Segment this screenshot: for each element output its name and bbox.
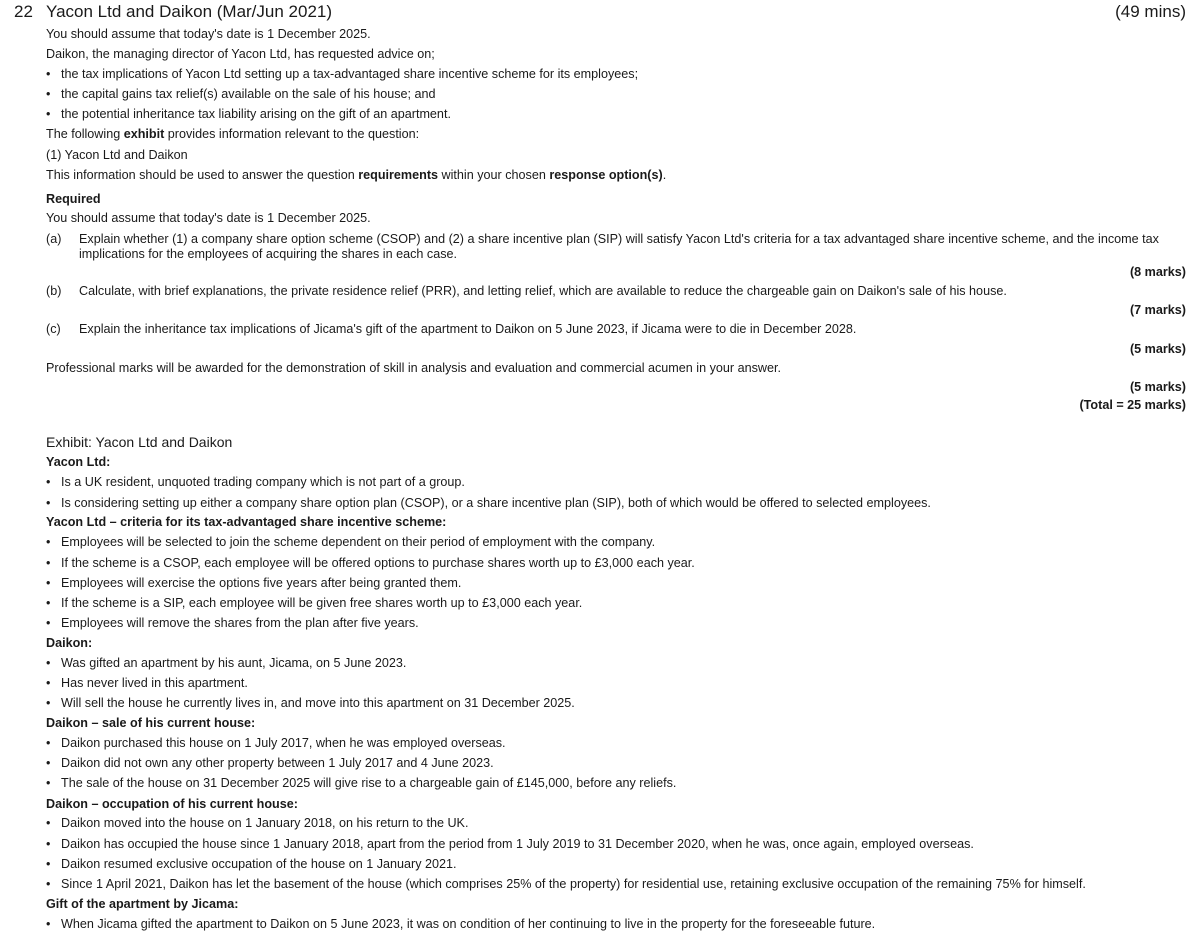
exhibit-bullet: Daikon moved into the house on 1 January 2018, on his return to the UK.	[61, 816, 469, 830]
professional-marks: (5 marks)	[1129, 380, 1186, 394]
required-date-line: You should assume that today's date is 1 December 2025.	[46, 211, 371, 225]
exhibit-bullet: Will sell the house he currently lives in, and move into this apartment on 31 December 2025.	[61, 696, 575, 710]
exhibit-bullet: Daikon has occupied the house since 1 January 2018, apart from the period from 1 July 2019 to 31 December 2020, when he was, once again, employed overseas.	[61, 837, 974, 851]
exhibit-section-heading: Daikon – occupation of his current house:	[46, 797, 298, 811]
exhibit-section-heading: Yacon Ltd – criteria for its tax-advantaged share incentive scheme:	[46, 515, 447, 529]
exhibit-bullet: Is considering setting up either a company share option plan (CSOP), or a share incentive plan (SIP), both of which would be offered to selected employees.	[61, 496, 931, 510]
bullet-dot: •	[46, 616, 51, 630]
bullet-dot: •	[46, 756, 51, 770]
intro-bullet: the tax implications of Yacon Ltd setting up a tax-advantaged share incentive scheme for its employees;	[61, 67, 639, 81]
requirement-a	[46, 232, 1186, 264]
exhibit-bullet: Was gifted an apartment by his aunt, Jicama, on 5 June 2023.	[61, 656, 407, 670]
exhibit-section-heading: Daikon – sale of his current house:	[46, 716, 256, 730]
question-header	[14, 2, 1186, 24]
exhibit-section-heading: Yacon Ltd:	[46, 455, 111, 469]
question-number: 22	[14, 2, 33, 21]
intro-bullet: the capital gains tax relief(s) available on the sale of his house; and	[61, 87, 436, 101]
intro-advice-line: Daikon, the managing director of Yacon Ltd, has requested advice on;	[46, 47, 435, 61]
exhibit-bullet: Is a UK resident, unquoted trading company which is not part of a group.	[61, 475, 465, 489]
requirement-marks: (8 marks)	[1129, 265, 1186, 279]
bullet-dot: •	[46, 776, 51, 790]
exhibit-bullet: Employees will be selected to join the scheme dependent on their period of employment with the company.	[61, 535, 656, 549]
exhibit-section-heading: Gift of the apartment by Jicama:	[46, 897, 239, 911]
bullet-dot: •	[46, 107, 51, 121]
bullet-dot: •	[46, 917, 51, 931]
bullet-dot: •	[46, 87, 51, 101]
intro-date-line: You should assume that today's date is 1 December 2025.	[46, 27, 371, 41]
intro-bullet: the potential inheritance tax liability arising on the gift of an apartment.	[61, 107, 451, 121]
bullet-dot: •	[46, 475, 51, 489]
professional-marks-line: Professional marks will be awarded for the demonstration of skill in analysis and evaluation and commercial acumen in your answer.	[46, 361, 781, 375]
requirement-text: Explain the inheritance tax implications of Jicama's gift of the apartment to Daikon on 5 June 2023, if Jicama were to die in December 2028.	[79, 322, 857, 336]
exhibit-section-heading: Daikon:	[46, 636, 93, 650]
requirement-letter: (b)	[46, 284, 62, 298]
bullet-dot: •	[46, 576, 51, 590]
required-heading: Required	[46, 192, 101, 206]
requirement-c	[46, 322, 1186, 338]
bullet-dot: •	[46, 676, 51, 690]
bullet-dot: •	[46, 877, 51, 891]
exhibit-bullet: Since 1 April 2021, Daikon has let the basement of the house (which comprises 25% of the property) for residential use, retaining exclusive occupation of the remaining 75% for himself.	[61, 877, 1086, 891]
exhibit-bullet: If the scheme is a CSOP, each employee will be offered options to purchase shares worth up to £3,000 each year.	[61, 556, 695, 570]
exhibit-bullet: The sale of the house on 31 December 2025 will give rise to a chargeable gain of £145,000, before any reliefs.	[61, 776, 677, 790]
exhibit-bullet: Employees will remove the shares from the plan after five years.	[61, 616, 419, 630]
exhibit-bullet: If the scheme is a SIP, each employee will be given free shares worth up to £3,000 each year.	[61, 596, 583, 610]
exhibit-bullet: Daikon did not own any other property between 1 July 2017 and 4 June 2023.	[61, 756, 494, 770]
exhibit-list-item: (1) Yacon Ltd and Daikon	[46, 148, 188, 162]
info-line: This information should be used to answer the question requirements within your chosen response option(s).	[46, 168, 667, 182]
bullet-dot: •	[46, 736, 51, 750]
requirement-text: Explain whether (1) a company share option scheme (CSOP) and (2) a share incentive plan (SIP) will satisfy Yacon Ltd's criteria for a tax advantaged share incentive scheme, and the income tax implications for the employees of acquiring the shares in each case.	[79, 232, 1159, 261]
bullet-dot: •	[46, 656, 51, 670]
requirement-text: Calculate, with brief explanations, the private residence relief (PRR), and letting relief, which are available to reduce the chargeable gain on Daikon's sale of his house.	[79, 284, 1007, 298]
exhibit-bullet: When Jicama gifted the apartment to Daikon on 5 June 2023, it was on condition of her continuing to live in the property for the foreseeable future.	[61, 917, 876, 931]
exhibit-bullet: Employees will exercise the options five years after being granted them.	[61, 576, 462, 590]
bullet-dot: •	[46, 857, 51, 871]
exhibit-bullet: Daikon resumed exclusive occupation of the house on 1 January 2021.	[61, 857, 457, 871]
requirement-marks: (7 marks)	[1129, 303, 1186, 317]
exhibit-reference-line: The following exhibit provides information relevant to the question:	[46, 127, 420, 141]
bullet-dot: •	[46, 696, 51, 710]
requirement-b	[46, 284, 1186, 300]
bullet-dot: •	[46, 816, 51, 830]
requirement-marks: (5 marks)	[1129, 342, 1186, 356]
exhibit-title: Exhibit: Yacon Ltd and Daikon	[46, 434, 233, 450]
bullet-dot: •	[46, 496, 51, 510]
requirement-letter: (a)	[46, 232, 62, 246]
exhibit-bullet: Has never lived in this apartment.	[61, 676, 248, 690]
bullet-dot: •	[46, 67, 51, 81]
exhibit-bullet: Daikon purchased this house on 1 July 2017, when he was employed overseas.	[61, 736, 506, 750]
bullet-dot: •	[46, 535, 51, 549]
total-marks: (Total = 25 marks)	[1079, 398, 1186, 412]
bullet-dot: •	[46, 556, 51, 570]
question-time: (49 mins)	[1115, 2, 1186, 21]
bullet-dot: •	[46, 837, 51, 851]
bullet-dot: •	[46, 596, 51, 610]
requirement-letter: (c)	[46, 322, 61, 336]
question-title: Yacon Ltd and Daikon (Mar/Jun 2021)	[46, 2, 333, 21]
